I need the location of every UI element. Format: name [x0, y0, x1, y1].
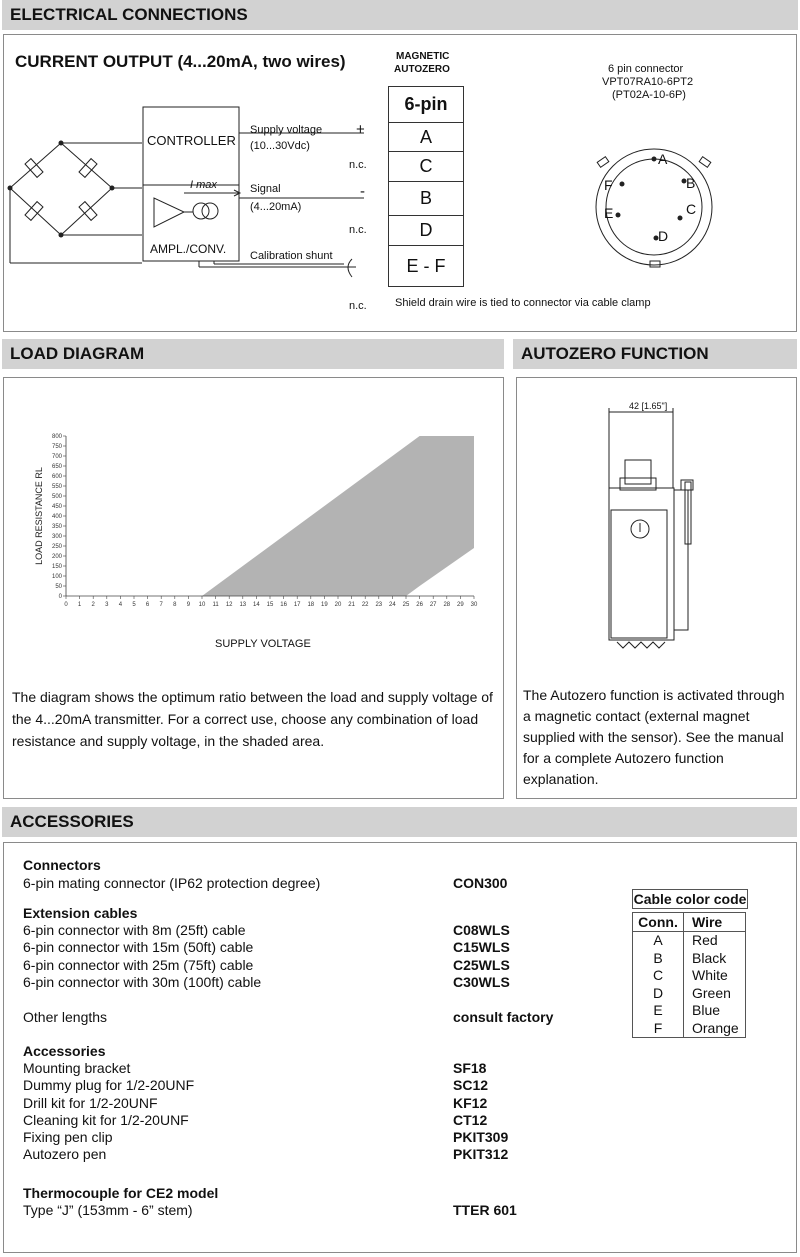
- acc-code: SF18: [453, 1060, 487, 1076]
- x-tick-label: 16: [280, 602, 287, 608]
- wire-cell: Green: [692, 984, 731, 1001]
- table-row: [633, 1002, 745, 1020]
- acc-code: C25WLS: [453, 957, 510, 973]
- thermocouple-heading: Thermocouple for CE2 model: [23, 1185, 219, 1201]
- section-title: ACCESSORIES: [10, 812, 134, 831]
- acc-desc: 6-pin mating connector (IP62 protection degree): [23, 875, 321, 891]
- plus-sign: +: [356, 121, 365, 138]
- x-tick-label: 14: [253, 602, 260, 608]
- x-tick-label: 22: [361, 602, 369, 608]
- section-header-accessories: [2, 807, 797, 837]
- x-tick-label: 30: [470, 602, 478, 608]
- section-header-autozero: [513, 339, 797, 369]
- conn-cell: A: [633, 932, 684, 950]
- x-tick-label: 20: [334, 602, 342, 608]
- minus-sign: -: [360, 183, 365, 200]
- x-tick-label: 5: [132, 602, 136, 608]
- wire-cell: White: [692, 967, 728, 984]
- x-tick-label: 24: [389, 602, 396, 608]
- acc-code: PKIT309: [453, 1129, 509, 1145]
- y-tick-label: 700: [51, 454, 62, 460]
- y-tick-label: 450: [51, 504, 62, 510]
- acc-code: TTER 601: [453, 1202, 517, 1218]
- acc-desc: Dummy plug for 1/2-20UNF: [23, 1077, 195, 1093]
- cable-color-table: [632, 912, 746, 1038]
- acc-code: C15WLS: [453, 939, 510, 955]
- x-tick-label: 19: [321, 602, 328, 608]
- pin-header: 6-pin: [388, 86, 464, 123]
- acc-code: C30WLS: [453, 974, 510, 990]
- x-tick-label: 4: [118, 602, 123, 608]
- load-chart: [4, 418, 503, 698]
- connector-alt: (PT02A-10-6P): [612, 89, 686, 101]
- electrical-panel: [3, 34, 797, 332]
- x-tick-label: 9: [186, 602, 191, 608]
- magnetic-label: MAGNETIC: [396, 51, 450, 62]
- connector-pin-b: B: [686, 175, 696, 191]
- y-tick-label: 150: [51, 564, 62, 570]
- x-tick-label: 2: [91, 602, 95, 608]
- pin-ef: E - F: [388, 245, 464, 287]
- pin-c: C: [388, 151, 464, 182]
- acc-code: CON300: [453, 875, 508, 891]
- table-row: [633, 984, 745, 1002]
- acc-desc: 6-pin connector with 30m (100ft) cable: [23, 974, 262, 990]
- acc-code: CT12: [453, 1112, 488, 1128]
- calibration-label: Calibration shunt: [250, 250, 333, 262]
- x-tick-label: 7: [159, 602, 163, 608]
- acc-desc: Type “J” (153mm - 6” stem): [23, 1202, 193, 1218]
- section-title: ELECTRICAL CONNECTIONS: [10, 5, 248, 24]
- pin-b: B: [388, 181, 464, 216]
- connector-pin-c: C: [686, 201, 697, 217]
- y-tick-label: 750: [51, 444, 62, 450]
- section-header-electrical: [2, 0, 798, 30]
- conn-cell: E: [633, 1002, 684, 1020]
- wire-cell: Red: [692, 932, 718, 949]
- connector-pin-d: D: [658, 228, 669, 244]
- autozero-dimension: 42 [1.65"]: [629, 401, 668, 411]
- autozero-drawing: [517, 378, 796, 668]
- table-row: [633, 1019, 745, 1037]
- x-tick-label: 15: [266, 602, 274, 608]
- acc-desc: Fixing pen clip: [23, 1129, 113, 1145]
- conn-cell: B: [633, 949, 684, 967]
- y-tick-label: 650: [51, 464, 62, 470]
- y-tick-label: 550: [51, 484, 62, 490]
- wire-cell: Orange: [692, 1019, 739, 1036]
- table-row: [633, 949, 745, 967]
- signal-label: Signal: [250, 183, 281, 195]
- supply-range: (10...30Vdc): [250, 140, 310, 152]
- cable-color-header: [633, 913, 745, 932]
- x-tick-label: 6: [145, 602, 150, 608]
- pin-d: D: [388, 215, 464, 246]
- section-title: AUTOZERO FUNCTION: [521, 344, 709, 363]
- x-tick-label: 23: [375, 602, 383, 608]
- acc-desc: 6-pin connector with 8m (25ft) cable: [23, 922, 246, 938]
- ampl-label: AMPL./CONV.: [150, 242, 227, 256]
- conn-cell: C: [633, 967, 684, 985]
- autozero-description: The Autozero function is activated through a magnetic contact (external magnet supplied with the sensor). See the manual for a complete Autozero function explanation.: [523, 687, 785, 787]
- acc-code: SC12: [453, 1077, 489, 1093]
- load-description: The diagram shows the optimum ratio between the load and supply voltage of the 4...20mA transmitter. For a correct use, choose any combination of load resistance and supply voltage, in the shaded area.: [12, 689, 493, 749]
- y-tick-label: 50: [55, 584, 62, 590]
- y-tick-label: 0: [58, 594, 62, 600]
- y-tick-label: 350: [51, 524, 62, 530]
- acc-desc: Autozero pen: [23, 1146, 107, 1162]
- y-tick-label: 300: [51, 534, 62, 540]
- acc-code: consult factory: [453, 1009, 554, 1025]
- x-tick-label: 12: [225, 602, 233, 608]
- connector-pin-f: F: [604, 177, 613, 193]
- connector-title: 6 pin connector: [608, 63, 684, 75]
- acc-desc: Other lengths: [23, 1009, 108, 1025]
- supply-label: Supply voltage: [250, 124, 323, 136]
- x-tick-label: 26: [416, 602, 423, 608]
- x-tick-label: 18: [307, 602, 315, 608]
- acc-desc: 6-pin connector with 25m (75ft) cable: [23, 957, 254, 973]
- accessories-heading: Accessories: [23, 1043, 106, 1059]
- y-tick-label: 600: [51, 474, 62, 480]
- conn-cell: F: [633, 1019, 684, 1037]
- x-tick-label: 11: [212, 602, 219, 608]
- wiring-title: CURRENT OUTPUT (4...20mA, two wires): [15, 52, 346, 71]
- acc-desc: 6-pin connector with 15m (50ft) cable: [23, 939, 254, 955]
- x-tick-label: 3: [105, 602, 109, 608]
- cable-color-title: Cable color code: [633, 891, 747, 907]
- acc-desc: Drill kit for 1/2-20UNF: [23, 1095, 158, 1111]
- imax-label: I max: [190, 179, 217, 191]
- table-row: [633, 967, 745, 985]
- connector-model: VPT07RA10-6PT2: [602, 76, 694, 88]
- nc-label-3: n.c.: [349, 300, 367, 312]
- table-row: [633, 932, 745, 950]
- wire-cell: Blue: [692, 1002, 721, 1019]
- x-tick-label: 29: [457, 602, 464, 608]
- connectors-heading: Connectors: [23, 857, 101, 873]
- load-panel: [3, 377, 504, 799]
- autozero-panel: [516, 377, 797, 799]
- x-tick-label: 17: [293, 602, 301, 608]
- x-tick-label: 21: [348, 602, 355, 608]
- autozero-label: AUTOZERO: [394, 64, 450, 75]
- nc-label-2: n.c.: [349, 224, 367, 236]
- y-tick-label: 800: [51, 434, 62, 440]
- controller-label: CONTROLLER: [147, 133, 236, 148]
- col-wire: Wire: [692, 913, 723, 930]
- acc-code: PKIT312: [453, 1146, 509, 1162]
- shaded-area: [202, 436, 474, 596]
- col-conn: Conn.: [633, 913, 684, 931]
- y-tick-label: 100: [51, 574, 62, 580]
- chart-xlabel: SUPPLY VOLTAGE: [215, 638, 311, 650]
- x-tick-label: 10: [198, 602, 206, 608]
- acc-desc: Cleaning kit for 1/2-20UNF: [23, 1112, 189, 1128]
- x-tick-label: 25: [402, 602, 410, 608]
- conn-cell: D: [633, 984, 684, 1002]
- y-tick-label: 250: [51, 544, 62, 550]
- wire-cell: Black: [692, 949, 727, 966]
- x-tick-label: 27: [429, 602, 437, 608]
- acc-desc: Mounting bracket: [23, 1060, 131, 1076]
- x-tick-label: 8: [173, 602, 177, 608]
- x-tick-label: 0: [64, 602, 68, 608]
- signal-range: (4...20mA): [250, 201, 302, 213]
- connector-pin-e: E: [604, 205, 614, 221]
- section-title: LOAD DIAGRAM: [10, 344, 145, 363]
- y-tick-label: 400: [51, 514, 62, 520]
- shield-note: Shield drain wire is tied to connector via cable clamp: [395, 297, 651, 309]
- acc-code: C08WLS: [453, 922, 510, 938]
- x-tick-label: 1: [77, 602, 82, 608]
- cables-heading: Extension cables: [23, 905, 138, 921]
- nc-label-1: n.c.: [349, 159, 367, 171]
- acc-code: KF12: [453, 1095, 488, 1111]
- chart-ylabel: LOAD RESISTANCE RL: [34, 467, 44, 565]
- y-tick-label: 500: [51, 494, 62, 500]
- connector-pin-a: A: [658, 151, 668, 167]
- x-tick-label: 13: [239, 602, 247, 608]
- pin-a: A: [388, 122, 464, 152]
- y-tick-label: 200: [51, 554, 62, 560]
- section-header-load: [2, 339, 504, 369]
- x-tick-label: 28: [443, 602, 451, 608]
